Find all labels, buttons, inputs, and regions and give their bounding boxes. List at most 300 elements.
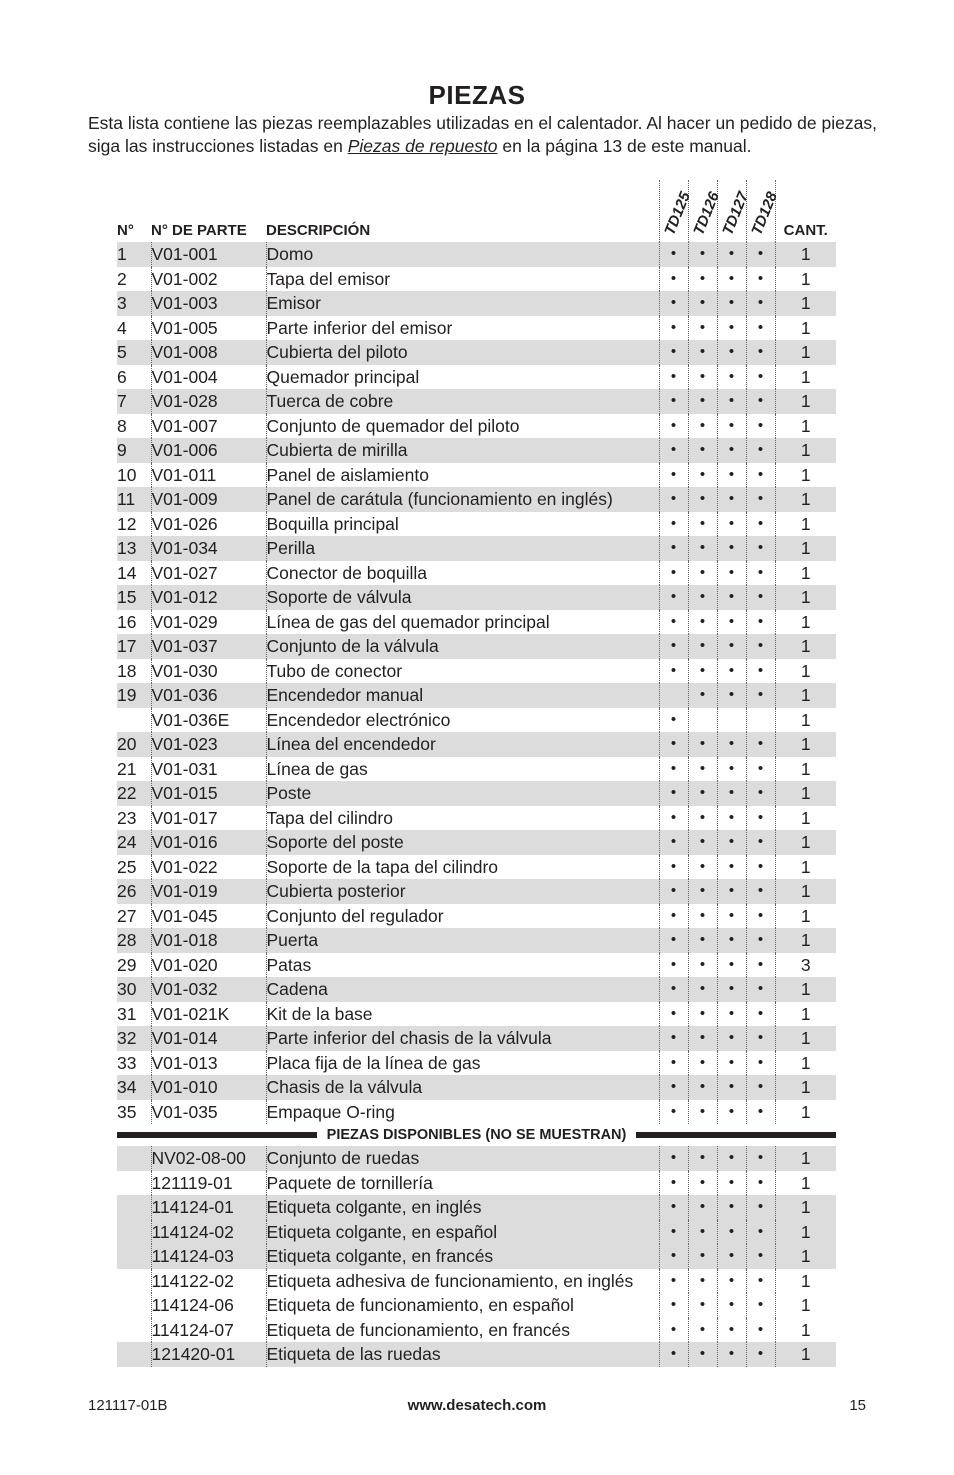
model-availability-mark: • bbox=[688, 1195, 717, 1220]
model-availability-mark: • bbox=[659, 1342, 688, 1367]
table-row bbox=[117, 340, 836, 365]
model-availability-mark: • bbox=[659, 928, 688, 953]
part-description: Parte inferior del emisor bbox=[266, 316, 659, 341]
table-row bbox=[117, 1171, 836, 1196]
quantity: 1 bbox=[775, 242, 836, 267]
part-number: V01-030 bbox=[151, 659, 266, 684]
model-availability-mark: • bbox=[717, 830, 746, 855]
model-availability-mark: • bbox=[746, 830, 775, 855]
model-availability-mark: • bbox=[688, 1342, 717, 1367]
model-availability-mark: • bbox=[659, 634, 688, 659]
model-availability-mark: • bbox=[659, 585, 688, 610]
model-availability-mark: • bbox=[746, 904, 775, 929]
table-row bbox=[117, 855, 836, 880]
model-availability-mark: • bbox=[746, 536, 775, 561]
model-availability-mark: • bbox=[717, 610, 746, 635]
part-number: V01-023 bbox=[151, 732, 266, 757]
part-description: Tuerca de cobre bbox=[266, 389, 659, 414]
model-availability-mark: • bbox=[717, 438, 746, 463]
header-quantity: CANT. bbox=[775, 180, 836, 242]
quantity: 1 bbox=[775, 1171, 836, 1196]
table-row bbox=[117, 414, 836, 439]
part-description: Panel de aislamiento bbox=[266, 463, 659, 488]
item-number: 5 bbox=[117, 340, 151, 365]
quantity: 1 bbox=[775, 683, 836, 708]
section-divider-wrap bbox=[117, 1124, 836, 1146]
model-availability-mark: • bbox=[688, 879, 717, 904]
part-description: Etiqueta colgante, en francés bbox=[266, 1244, 659, 1269]
part-number: 114124-02 bbox=[151, 1220, 266, 1245]
model-availability-mark: • bbox=[717, 561, 746, 586]
table-row bbox=[117, 1100, 836, 1125]
header-model-td125 bbox=[659, 180, 694, 242]
model-availability-mark: • bbox=[688, 634, 717, 659]
quantity: 1 bbox=[775, 585, 836, 610]
part-number: V01-032 bbox=[151, 977, 266, 1002]
part-number: 114122-02 bbox=[151, 1269, 266, 1294]
model-availability-mark: • bbox=[688, 585, 717, 610]
model-availability-mark: • bbox=[688, 1220, 717, 1245]
quantity: 1 bbox=[775, 732, 836, 757]
part-number: V01-009 bbox=[151, 487, 266, 512]
model-availability-mark: • bbox=[746, 1100, 775, 1125]
model-availability-mark: • bbox=[746, 291, 775, 316]
part-number: 114124-03 bbox=[151, 1244, 266, 1269]
part-description: Soporte del poste bbox=[266, 830, 659, 855]
header-model-td128 bbox=[746, 180, 781, 242]
part-description: Conector de boquilla bbox=[266, 561, 659, 586]
model-availability-mark: • bbox=[746, 512, 775, 537]
model-availability-mark: • bbox=[688, 928, 717, 953]
model-availability-mark: • bbox=[746, 732, 775, 757]
table-row bbox=[117, 757, 836, 782]
model-availability-mark: • bbox=[659, 732, 688, 757]
model-availability-mark: • bbox=[688, 512, 717, 537]
model-availability-mark: • bbox=[688, 904, 717, 929]
model-availability-mark: • bbox=[659, 512, 688, 537]
part-description: Chasis de la válvula bbox=[266, 1075, 659, 1100]
model-availability-mark: • bbox=[688, 953, 717, 978]
model-availability-mark bbox=[688, 708, 717, 733]
model-availability-mark: • bbox=[659, 904, 688, 929]
model-availability-mark: • bbox=[659, 340, 688, 365]
table-row bbox=[117, 879, 836, 904]
model-availability-mark: • bbox=[717, 463, 746, 488]
quantity: 1 bbox=[775, 1026, 836, 1051]
quantity: 1 bbox=[775, 1002, 836, 1027]
model-availability-mark: • bbox=[659, 438, 688, 463]
part-description: Domo bbox=[266, 242, 659, 267]
part-number: V01-002 bbox=[151, 267, 266, 292]
model-availability-mark: • bbox=[659, 1171, 688, 1196]
part-description: Conjunto de ruedas bbox=[266, 1146, 659, 1171]
part-description: Patas bbox=[266, 953, 659, 978]
part-number: V01-022 bbox=[151, 855, 266, 880]
model-availability-mark: • bbox=[717, 291, 746, 316]
part-description: Emisor bbox=[266, 291, 659, 316]
model-availability-mark: • bbox=[688, 1318, 717, 1343]
model-availability-mark: • bbox=[688, 365, 717, 390]
part-description: Etiqueta de funcionamiento, en francés bbox=[266, 1318, 659, 1343]
quantity: 1 bbox=[775, 1195, 836, 1220]
part-number: V01-011 bbox=[151, 463, 266, 488]
table-row bbox=[117, 806, 836, 831]
parts-table bbox=[117, 180, 836, 1367]
quantity: 1 bbox=[775, 487, 836, 512]
model-availability-mark: • bbox=[746, 1051, 775, 1076]
model-availability-mark: • bbox=[688, 242, 717, 267]
model-availability-mark: • bbox=[659, 365, 688, 390]
model-availability-mark: • bbox=[717, 365, 746, 390]
part-description: Placa fija de la línea de gas bbox=[266, 1051, 659, 1076]
model-availability-mark: • bbox=[717, 928, 746, 953]
model-availability-mark: • bbox=[746, 1293, 775, 1318]
part-number: V01-017 bbox=[151, 806, 266, 831]
part-description: Tapa del emisor bbox=[266, 267, 659, 292]
table-row bbox=[117, 1220, 836, 1245]
intro-text-after: en la página 13 de este manual. bbox=[497, 136, 752, 156]
item-number: 17 bbox=[117, 634, 151, 659]
model-availability-mark: • bbox=[746, 365, 775, 390]
model-availability-mark: • bbox=[746, 561, 775, 586]
header-part-number: N° DE PARTE bbox=[151, 222, 247, 239]
model-availability-mark: • bbox=[746, 414, 775, 439]
model-availability-mark: • bbox=[717, 1293, 746, 1318]
model-availability-mark: • bbox=[717, 1100, 746, 1125]
table-row bbox=[117, 683, 836, 708]
model-availability-mark: • bbox=[688, 561, 717, 586]
model-availability-mark: • bbox=[688, 316, 717, 341]
quantity: 1 bbox=[775, 830, 836, 855]
part-description: Cubierta posterior bbox=[266, 879, 659, 904]
quantity: 3 bbox=[775, 953, 836, 978]
model-availability-mark: • bbox=[659, 855, 688, 880]
model-availability-mark: • bbox=[746, 659, 775, 684]
part-description: Etiqueta colgante, en español bbox=[266, 1220, 659, 1245]
model-availability-mark: • bbox=[746, 757, 775, 782]
model-availability-mark: • bbox=[688, 1051, 717, 1076]
quantity: 1 bbox=[775, 708, 836, 733]
model-availability-mark: • bbox=[659, 242, 688, 267]
part-number: V01-028 bbox=[151, 389, 266, 414]
part-description: Etiqueta colgante, en inglés bbox=[266, 1195, 659, 1220]
model-availability-mark: • bbox=[659, 414, 688, 439]
item-number: 11 bbox=[117, 487, 151, 512]
model-label: TD127 bbox=[718, 189, 752, 238]
model-availability-mark: • bbox=[659, 781, 688, 806]
part-number: V01-006 bbox=[151, 438, 266, 463]
model-availability-mark: • bbox=[717, 1244, 746, 1269]
item-number: 31 bbox=[117, 1003, 137, 1024]
model-availability-mark: • bbox=[746, 610, 775, 635]
item-number: 14 bbox=[117, 562, 137, 583]
model-availability-mark: • bbox=[659, 267, 688, 292]
item-number bbox=[117, 1171, 151, 1196]
model-availability-mark: • bbox=[717, 316, 746, 341]
model-availability-mark: • bbox=[659, 1195, 688, 1220]
item-number: 32 bbox=[117, 1026, 151, 1051]
table-row bbox=[117, 953, 836, 978]
table-row bbox=[117, 781, 836, 806]
footer-doc-number: 121117-01B bbox=[88, 1397, 168, 1414]
model-availability-mark: • bbox=[717, 781, 746, 806]
model-availability-mark: • bbox=[659, 536, 688, 561]
model-availability-mark: • bbox=[717, 1195, 746, 1220]
part-number: V01-010 bbox=[151, 1075, 266, 1100]
part-description: Línea de gas del quemador principal bbox=[266, 610, 659, 635]
item-number: 10 bbox=[117, 464, 137, 485]
model-availability-mark: • bbox=[717, 267, 746, 292]
part-description: Parte inferior del chasis de la válvula bbox=[266, 1026, 659, 1051]
model-availability-mark bbox=[717, 708, 746, 733]
model-availability-mark: • bbox=[688, 1244, 717, 1269]
model-availability-mark: • bbox=[717, 953, 746, 978]
item-number: 23 bbox=[117, 807, 137, 828]
model-availability-mark: • bbox=[717, 414, 746, 439]
part-description: Tubo de conector bbox=[266, 659, 659, 684]
part-number: NV02-08-00 bbox=[151, 1146, 266, 1171]
item-number bbox=[117, 1220, 151, 1245]
item-number: 4 bbox=[117, 317, 127, 338]
model-availability-mark: • bbox=[746, 1171, 775, 1196]
part-number: V01-045 bbox=[151, 904, 266, 929]
model-availability-mark: • bbox=[717, 634, 746, 659]
model-availability-mark: • bbox=[746, 953, 775, 978]
item-number bbox=[117, 708, 151, 733]
part-number: V01-012 bbox=[151, 585, 266, 610]
header-description: DESCRIPCIÓN bbox=[266, 222, 371, 239]
model-availability-mark: • bbox=[717, 659, 746, 684]
model-availability-mark: • bbox=[659, 1293, 688, 1318]
part-number: V01-027 bbox=[151, 561, 266, 586]
part-number: 114124-01 bbox=[151, 1195, 266, 1220]
part-description: Cubierta del piloto bbox=[266, 340, 659, 365]
model-availability-mark: • bbox=[659, 561, 688, 586]
model-availability-mark: • bbox=[746, 879, 775, 904]
model-availability-mark: • bbox=[688, 757, 717, 782]
model-availability-mark: • bbox=[746, 389, 775, 414]
model-availability-mark: • bbox=[659, 291, 688, 316]
part-description: Panel de carátula (funcionamiento en inglés) bbox=[266, 487, 659, 512]
quantity: 1 bbox=[775, 806, 836, 831]
model-label: TD128 bbox=[747, 189, 781, 238]
model-label: TD125 bbox=[660, 189, 694, 238]
item-number: 3 bbox=[117, 291, 151, 316]
quantity: 1 bbox=[775, 879, 836, 904]
model-availability-mark: • bbox=[717, 340, 746, 365]
quantity: 1 bbox=[775, 1220, 836, 1245]
model-availability-mark: • bbox=[659, 487, 688, 512]
part-number: 121119-01 bbox=[151, 1171, 266, 1196]
table-row bbox=[117, 610, 836, 635]
intro-text-before: Esta lista contiene las piezas reemplazables utilizadas en el calentador. Al hacer un pedido de piezas, siga las instrucciones listadas en bbox=[88, 113, 877, 156]
item-number: 24 bbox=[117, 830, 151, 855]
model-availability-mark: • bbox=[717, 1075, 746, 1100]
table-row bbox=[117, 316, 836, 341]
part-description: Línea de gas bbox=[266, 757, 659, 782]
model-availability-mark: • bbox=[688, 977, 717, 1002]
item-number: 27 bbox=[117, 905, 137, 926]
item-number bbox=[117, 1318, 151, 1343]
part-number: V01-005 bbox=[151, 316, 266, 341]
quantity: 1 bbox=[775, 291, 836, 316]
model-availability-mark: • bbox=[659, 1146, 688, 1171]
item-number: 20 bbox=[117, 732, 151, 757]
model-availability-mark: • bbox=[688, 1269, 717, 1294]
item-number: 18 bbox=[117, 660, 137, 681]
table-row bbox=[117, 585, 836, 610]
quantity: 1 bbox=[775, 1244, 836, 1269]
model-availability-mark: • bbox=[688, 536, 717, 561]
model-availability-mark: • bbox=[746, 1220, 775, 1245]
model-availability-mark: • bbox=[717, 1269, 746, 1294]
part-number: V01-016 bbox=[151, 830, 266, 855]
part-description: Tapa del cilindro bbox=[266, 806, 659, 831]
part-description: Poste bbox=[266, 781, 659, 806]
model-availability-mark: • bbox=[688, 389, 717, 414]
part-description: Línea del encendedor bbox=[266, 732, 659, 757]
quantity: 1 bbox=[775, 634, 836, 659]
part-description: Conjunto de la válvula bbox=[266, 634, 659, 659]
item-number bbox=[117, 1342, 151, 1367]
table-row bbox=[117, 977, 836, 1002]
model-label: TD126 bbox=[689, 189, 723, 238]
model-availability-mark: • bbox=[688, 1293, 717, 1318]
header-num: N° bbox=[117, 222, 134, 239]
item-number: 25 bbox=[117, 856, 137, 877]
table-row bbox=[117, 928, 836, 953]
model-availability-mark: • bbox=[659, 610, 688, 635]
item-number: 7 bbox=[117, 389, 151, 414]
model-availability-mark: • bbox=[717, 904, 746, 929]
intro-paragraph bbox=[88, 112, 878, 158]
model-availability-mark: • bbox=[688, 487, 717, 512]
quantity: 1 bbox=[775, 1293, 836, 1318]
model-availability-mark: • bbox=[717, 855, 746, 880]
model-availability-mark: • bbox=[688, 855, 717, 880]
model-availability-mark: • bbox=[659, 1318, 688, 1343]
item-number: 8 bbox=[117, 415, 127, 436]
table-row bbox=[117, 291, 836, 316]
table-row bbox=[117, 1146, 836, 1171]
quantity: 1 bbox=[775, 1051, 836, 1076]
model-availability-mark: • bbox=[746, 1002, 775, 1027]
footer-page-number: 15 bbox=[849, 1397, 866, 1414]
footer-website[interactable]: www.desatech.com bbox=[407, 1397, 547, 1414]
quantity: 1 bbox=[775, 659, 836, 684]
part-description: Encendedor manual bbox=[266, 683, 659, 708]
divider-bar-right bbox=[636, 1132, 836, 1138]
page-title: PIEZAS bbox=[428, 80, 526, 110]
item-number bbox=[117, 1146, 151, 1171]
model-availability-mark: • bbox=[746, 634, 775, 659]
quantity: 1 bbox=[775, 1075, 836, 1100]
table-row bbox=[117, 267, 836, 292]
model-availability-mark: • bbox=[746, 928, 775, 953]
model-availability-mark: • bbox=[688, 1002, 717, 1027]
table-row bbox=[117, 1244, 836, 1269]
part-number: 114124-06 bbox=[151, 1293, 266, 1318]
table-row bbox=[117, 1293, 836, 1318]
model-availability-mark: • bbox=[659, 879, 688, 904]
item-number bbox=[117, 1195, 151, 1220]
table-row bbox=[117, 1026, 836, 1051]
model-availability-mark: • bbox=[688, 291, 717, 316]
item-number: 13 bbox=[117, 536, 151, 561]
part-number: V01-004 bbox=[151, 365, 266, 390]
model-availability-mark: • bbox=[717, 732, 746, 757]
model-availability-mark: • bbox=[746, 1075, 775, 1100]
model-availability-mark: • bbox=[688, 659, 717, 684]
table-row bbox=[117, 365, 836, 390]
part-description: Paquete de tornillería bbox=[266, 1171, 659, 1196]
item-number: 19 bbox=[117, 683, 151, 708]
model-availability-mark: • bbox=[717, 1051, 746, 1076]
part-description: Etiqueta adhesiva de funcionamiento, en inglés bbox=[266, 1269, 659, 1294]
model-availability-mark: • bbox=[746, 1318, 775, 1343]
part-description: Empaque O-ring bbox=[266, 1100, 659, 1125]
quantity: 1 bbox=[775, 267, 836, 292]
item-number: 1 bbox=[117, 242, 151, 267]
model-availability-mark: • bbox=[717, 1026, 746, 1051]
quantity: 1 bbox=[775, 536, 836, 561]
table-row bbox=[117, 659, 836, 684]
model-availability-mark bbox=[746, 708, 775, 733]
part-description: Cadena bbox=[266, 977, 659, 1002]
table-row bbox=[117, 1002, 836, 1027]
table-row bbox=[117, 561, 836, 586]
part-description: Etiqueta de las ruedas bbox=[266, 1342, 659, 1367]
quantity: 1 bbox=[775, 463, 836, 488]
quantity: 1 bbox=[775, 512, 836, 537]
model-availability-mark: • bbox=[717, 1171, 746, 1196]
model-availability-mark: • bbox=[688, 267, 717, 292]
model-availability-mark: • bbox=[659, 1026, 688, 1051]
model-availability-mark: • bbox=[746, 1026, 775, 1051]
table-row bbox=[117, 1195, 836, 1220]
part-description: Conjunto de quemador del piloto bbox=[266, 414, 659, 439]
section-divider-label: PIEZAS DISPONIBLES (NO SE MUESTRAN) bbox=[326, 1127, 627, 1143]
table-row bbox=[117, 708, 836, 733]
part-number: V01-034 bbox=[151, 536, 266, 561]
section-divider-row bbox=[117, 1124, 836, 1146]
quantity: 1 bbox=[775, 1100, 836, 1125]
model-availability-mark: • bbox=[659, 316, 688, 341]
model-availability-mark: • bbox=[688, 683, 717, 708]
model-availability-mark: • bbox=[746, 316, 775, 341]
item-number: 15 bbox=[117, 585, 151, 610]
table-row bbox=[117, 1075, 836, 1100]
model-availability-mark: • bbox=[688, 1075, 717, 1100]
part-number: V01-036 bbox=[151, 683, 266, 708]
part-number: V01-029 bbox=[151, 610, 266, 635]
model-availability-mark: • bbox=[717, 683, 746, 708]
model-availability-mark: • bbox=[717, 1002, 746, 1027]
quantity: 1 bbox=[775, 855, 836, 880]
item-number: 28 bbox=[117, 928, 151, 953]
part-number: 121420-01 bbox=[151, 1342, 266, 1367]
intro-link-replacement-parts[interactable]: Piezas de repuesto bbox=[347, 136, 498, 156]
model-availability-mark: • bbox=[746, 781, 775, 806]
quantity: 1 bbox=[775, 1269, 836, 1294]
table-row bbox=[117, 1342, 836, 1367]
table-row bbox=[117, 1051, 836, 1076]
part-number: V01-007 bbox=[151, 414, 266, 439]
table-row bbox=[117, 487, 836, 512]
table-header-row bbox=[117, 180, 836, 242]
item-number bbox=[117, 1293, 151, 1318]
table-row bbox=[117, 904, 836, 929]
